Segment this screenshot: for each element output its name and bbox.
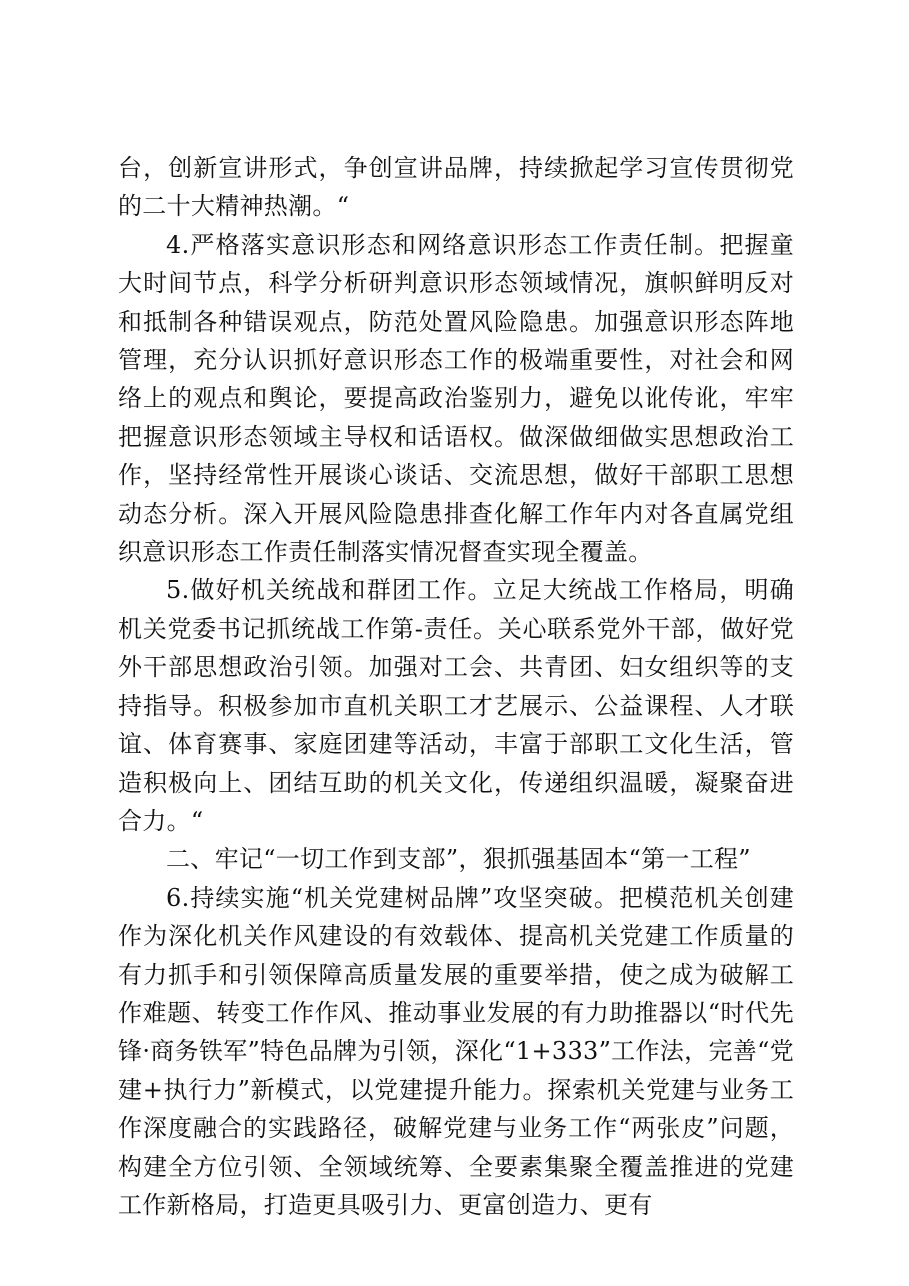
paragraph-continuation: 台，创新宣讲形式，争创宣讲品牌，持续掀起学习宣传贯彻党的二十大精神热潮。“ <box>118 154 794 221</box>
paragraph-item-6: 6.持续实施“机关党建树品牌”攻坚突破。把模范机关创建作为深化机关作风建设的有效载体、提高机关党建工作质量的有力抓手和引领保障高质量发展的重要举措，使之成为破解工作难题、转变工作作风、推动事业发展的有力助推器以“时代先锋·商务铁军”特色品牌为引领，深化“1+333”工作法，完善“党建+执行力”新模式，以党建提升能力。探索机关党建与业务工作深度融合的实践路径，破解党建与业务工作“两张皮”问题，构建全方位引领、全领域统筹、全要素集聚全覆盖推进的党建工作新格局，打造更具吸引力、更富创造力、更有 <box>118 883 794 1219</box>
paragraph-item-4: 4.严格落实意识形态和网络意识形态工作责任制。把握童大时间节点，科学分析研判意识形态领域情况，旗帜鲜明反对和抵制各种错误观点，防范处置风险隐患。加强意识形态阵地管理，充分认识抓好意识形态工作的极端重要性，对社会和网络上的观点和舆论，要提高政治鉴别力，避免以讹传讹，牢牢把握意识形态领域主导权和话语权。做深做细做实思想政治工作，坚持经常性开展谈心谈话、交流思想，做好干部职工思想动态分析。深入开展风险隐患排查化解工作年内对各直属党组织意识形态工作责任制落实情况督查实现全覆盖。 <box>118 230 794 567</box>
paragraph-item-5: 5.做好机关统战和群团工作。立足大统战工作格局，明确机关党委书记抓统战工作第-责任。关心联系党外干部，做好党外干部思想政治引领。加强对工会、共青团、妇女组织等的支持指导。积极参加市直机关职工才艺展示、公益课程、人才联谊、体育赛事、家庭团建等活动，丰富于部职工文化生活，管造积极向上、团结互助的机关文化，传递组织温暖，凝聚奋进合力。“ <box>118 576 794 835</box>
document-body <box>118 149 794 1224</box>
section-heading-2: 二、牢记“一切工作到支部”，狠抓强基固本“第一工程” <box>166 845 751 874</box>
